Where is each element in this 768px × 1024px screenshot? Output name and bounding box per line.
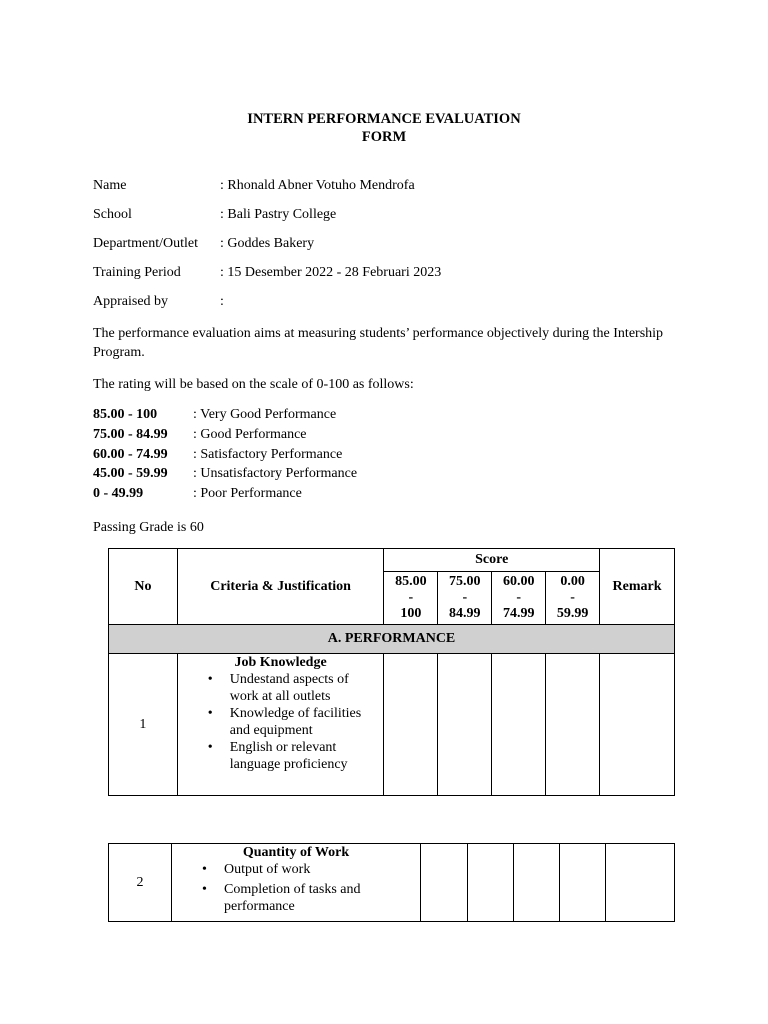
score-range-dash: -: [408, 590, 414, 605]
info-label: Name: [93, 178, 127, 193]
score-range-col-4: [546, 572, 600, 625]
scale-desc: : Satisfactory Performance: [193, 447, 343, 462]
criteria-bullet: • English or relevant language proficiency: [182, 739, 380, 773]
table-header-row: [109, 549, 675, 572]
info-value: : Bali Pastry College: [220, 207, 337, 222]
evaluation-table-continued: [108, 843, 675, 922]
score-range-bottom: 84.99: [449, 606, 481, 621]
form-title-line1: INTERN PERFORMANCE EVALUATION: [247, 111, 521, 127]
score-range-col-2: [438, 572, 492, 625]
scale-range: 60.00 - 74.99: [93, 447, 168, 462]
scale-range: 75.00 - 84.99: [93, 427, 168, 442]
score-cell[interactable]: [421, 844, 468, 922]
info-value: :: [220, 294, 224, 309]
scale-range: 45.00 - 59.99: [93, 466, 168, 481]
info-label: Training Period: [93, 265, 181, 280]
info-label: School: [93, 207, 132, 222]
score-range-top: 60.00: [502, 574, 535, 589]
table-row: [109, 654, 675, 796]
criteria-title: Job Knowledge: [234, 655, 327, 670]
score-cell[interactable]: [468, 844, 514, 922]
criteria-list: [182, 671, 380, 773]
scale-range: 85.00 - 100: [93, 407, 158, 422]
remark-cell[interactable]: [600, 654, 675, 796]
criteria-cell: [172, 844, 421, 922]
criteria-title: Quantity of Work: [242, 845, 350, 860]
section-title: A. PERFORMANCE: [109, 625, 675, 654]
score-cell[interactable]: [384, 654, 438, 796]
criteria-list: [176, 861, 416, 915]
criteria-bullet: • Completion of tasks and performance: [176, 881, 416, 915]
header-criteria: Criteria & Justification: [177, 549, 384, 625]
info-label: Appraised by: [93, 294, 169, 309]
scale-range: 0 - 49.99: [93, 486, 144, 501]
score-range-top: 85.00: [395, 574, 427, 589]
table-row: [109, 844, 675, 922]
info-value: : Goddes Bakery: [220, 236, 315, 251]
score-range-col-1: [384, 572, 438, 625]
passing-grade: Passing Grade is 60: [93, 520, 204, 535]
row-number: 1: [109, 654, 178, 796]
scale-desc: : Unsatisfactory Performance: [193, 466, 358, 481]
info-label: Department/Outlet: [93, 236, 198, 251]
scale-intro: The rating will be based on the scale of 0-100 as follows:: [93, 377, 414, 392]
section-row: [109, 625, 675, 654]
criteria-bullet: • Output of work: [176, 861, 416, 878]
scale-desc: : Good Performance: [193, 427, 307, 442]
score-cell[interactable]: [546, 654, 600, 796]
scale-desc: : Very Good Performance: [193, 407, 337, 422]
remark-cell[interactable]: [606, 844, 675, 922]
scale-desc: : Poor Performance: [193, 486, 302, 501]
header-score: Score: [384, 549, 600, 572]
score-range-top: 75.00: [449, 574, 481, 589]
score-range-dash: -: [462, 590, 468, 605]
score-cell[interactable]: [492, 654, 546, 796]
criteria-bullet: • Undestand aspects of work at all outlets: [182, 671, 380, 705]
score-cell[interactable]: [560, 844, 606, 922]
info-value: : Rhonald Abner Votuho Mendrofa: [220, 178, 415, 193]
intro-paragraph: The performance evaluation aims at measuring students’ performance objectively during the Intership Program.: [93, 326, 664, 360]
score-range-dash: -: [516, 590, 522, 605]
score-cell[interactable]: [438, 654, 492, 796]
score-range-bottom: 59.99: [556, 606, 589, 621]
header-remark: Remark: [600, 549, 675, 625]
score-range-col-3: [492, 572, 546, 625]
evaluation-table: [108, 548, 675, 796]
row-number: 2: [109, 844, 172, 922]
score-range-bottom: 74.99: [502, 606, 535, 621]
form-title-line2: FORM: [361, 129, 407, 145]
score-range-bottom: 100: [400, 606, 422, 621]
criteria-bullet: • Knowledge of facilities and equipment: [182, 705, 380, 739]
criteria-cell: [177, 654, 384, 796]
score-range-dash: -: [570, 590, 575, 605]
score-cell[interactable]: [514, 844, 560, 922]
info-value: : 15 Desember 2022 - 28 Februari 2023: [220, 265, 442, 280]
header-no: No: [109, 549, 178, 625]
score-range-top: 0.00: [560, 574, 585, 589]
